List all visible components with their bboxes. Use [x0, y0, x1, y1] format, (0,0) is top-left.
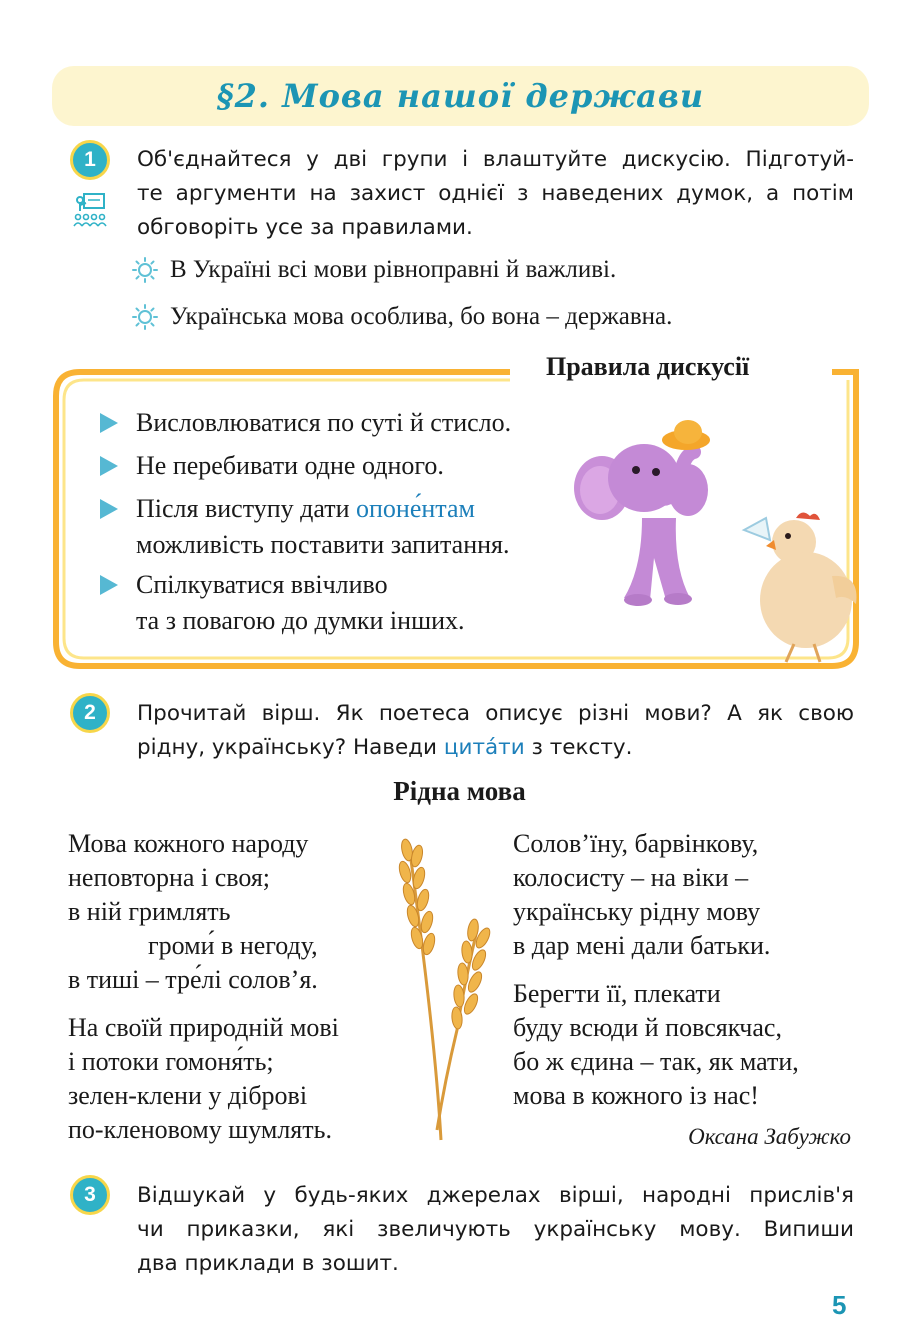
- section-title-bar: [52, 66, 869, 126]
- chicken-illustration: [736, 504, 864, 666]
- poem-line: в дар мені дали батьки.: [513, 931, 771, 960]
- poem-line: На своїй природній мові: [68, 1013, 339, 1042]
- task1-line: Об'єднайтеся у дві групи і влаштуйте дискусію. Підготуй-: [137, 147, 854, 172]
- poem-line: колосисту – на віки –: [513, 863, 749, 892]
- triangle-bullet-icon: [100, 499, 118, 519]
- poem-line: мова в кожного із нас!: [513, 1081, 759, 1110]
- glossary-term: опоне́нтам: [356, 494, 475, 523]
- triangle-bullet-icon: [100, 456, 118, 476]
- rule-text: можливість поставити запитання.: [136, 530, 510, 559]
- rule-text: Після виступу дати опоне́нтам: [136, 494, 475, 523]
- sun-bullet-icon: [132, 304, 158, 330]
- poem-line: українську рідну мову: [513, 897, 761, 926]
- rule-item: [100, 405, 511, 441]
- task1-line: те аргументи на захист однієї з наведених думок, а потім: [137, 181, 854, 206]
- rule-text: Не перебивати одне одного.: [136, 451, 444, 480]
- rule-text: та з повагою до думки інших.: [136, 606, 465, 635]
- statement-text: Українська мова особлива, бо вона – державна.: [170, 303, 673, 330]
- poem-line: Солов’їну, барвінкову,: [513, 829, 759, 858]
- poem-line: громи́ в негоду,: [148, 931, 318, 960]
- rule-text: Спілкуватися ввічливо: [136, 570, 388, 599]
- rules-title: Правила дискусії: [540, 352, 755, 382]
- task3-line: чи приказки, які звеличують українську мову. Випиши: [137, 1217, 854, 1242]
- statement-item: [132, 256, 616, 284]
- glossary-term: цита́ти: [443, 735, 525, 760]
- poem-stanza: [513, 827, 770, 963]
- rule-item: [100, 448, 444, 484]
- poem-line: в тиші – тре́лі солов’я.: [68, 965, 318, 994]
- poem-line: Мова кожного народу: [68, 829, 309, 858]
- task3-line: Відшукай у будь-яких джерелах вірші, народні прислів'я: [137, 1183, 854, 1208]
- elephant-illustration: [572, 418, 722, 618]
- section-title: §2. Мова нашої держави: [216, 77, 705, 115]
- poem-author: Оксана Забужко: [688, 1124, 851, 1149]
- task-number-badge: 1: [70, 140, 110, 180]
- statement-item: [132, 303, 672, 331]
- rule-text: Висловлюватися по суті й стисло.: [136, 408, 512, 437]
- poem-line: Берегти її, плекати: [513, 979, 721, 1008]
- task2-text: [137, 697, 854, 765]
- task2-line: рідну, українську? Наведи цита́ти з тексту.: [137, 735, 633, 760]
- task3-text: [137, 1179, 854, 1281]
- sun-bullet-icon: [132, 257, 158, 283]
- poem-line: буду всюди й повсякчас,: [513, 1013, 782, 1042]
- task2-line: Прочитай вірш. Як поетеса описує різні мови? А як свою: [137, 701, 854, 726]
- task1-text: [137, 143, 854, 245]
- wheat-illustration: [385, 830, 497, 1142]
- poem-line: зелен-клени у діброві: [68, 1081, 308, 1110]
- group-discussion-icon: [72, 192, 108, 228]
- task-number-badge: 2: [70, 693, 110, 733]
- poem-line: по-кленовому шумлять.: [68, 1115, 332, 1144]
- rule-item: [100, 491, 510, 563]
- statement-text: В Україні всі мови рівноправні й важливі.: [170, 256, 617, 283]
- task3-line: два приклади в зошит.: [137, 1251, 399, 1276]
- poem-line: неповторна і своя;: [68, 863, 271, 892]
- poem-line: в ній гримлять: [68, 897, 231, 926]
- poem-stanza: [68, 1011, 339, 1147]
- triangle-bullet-icon: [100, 413, 118, 433]
- poem-stanza: [68, 827, 318, 997]
- poem-line: бо ж єдина – так, як мати,: [513, 1047, 799, 1076]
- poem-stanza: [513, 977, 799, 1113]
- task-number-badge: 3: [70, 1175, 110, 1215]
- task1-line: обговоріть усе за правилами.: [137, 215, 473, 240]
- poem-title: Рідна мова: [393, 776, 526, 806]
- page-number: 5: [832, 1290, 847, 1320]
- poem-line: і потоки гомоня́ть;: [68, 1047, 274, 1076]
- rule-item: [100, 567, 465, 639]
- triangle-bullet-icon: [100, 575, 118, 595]
